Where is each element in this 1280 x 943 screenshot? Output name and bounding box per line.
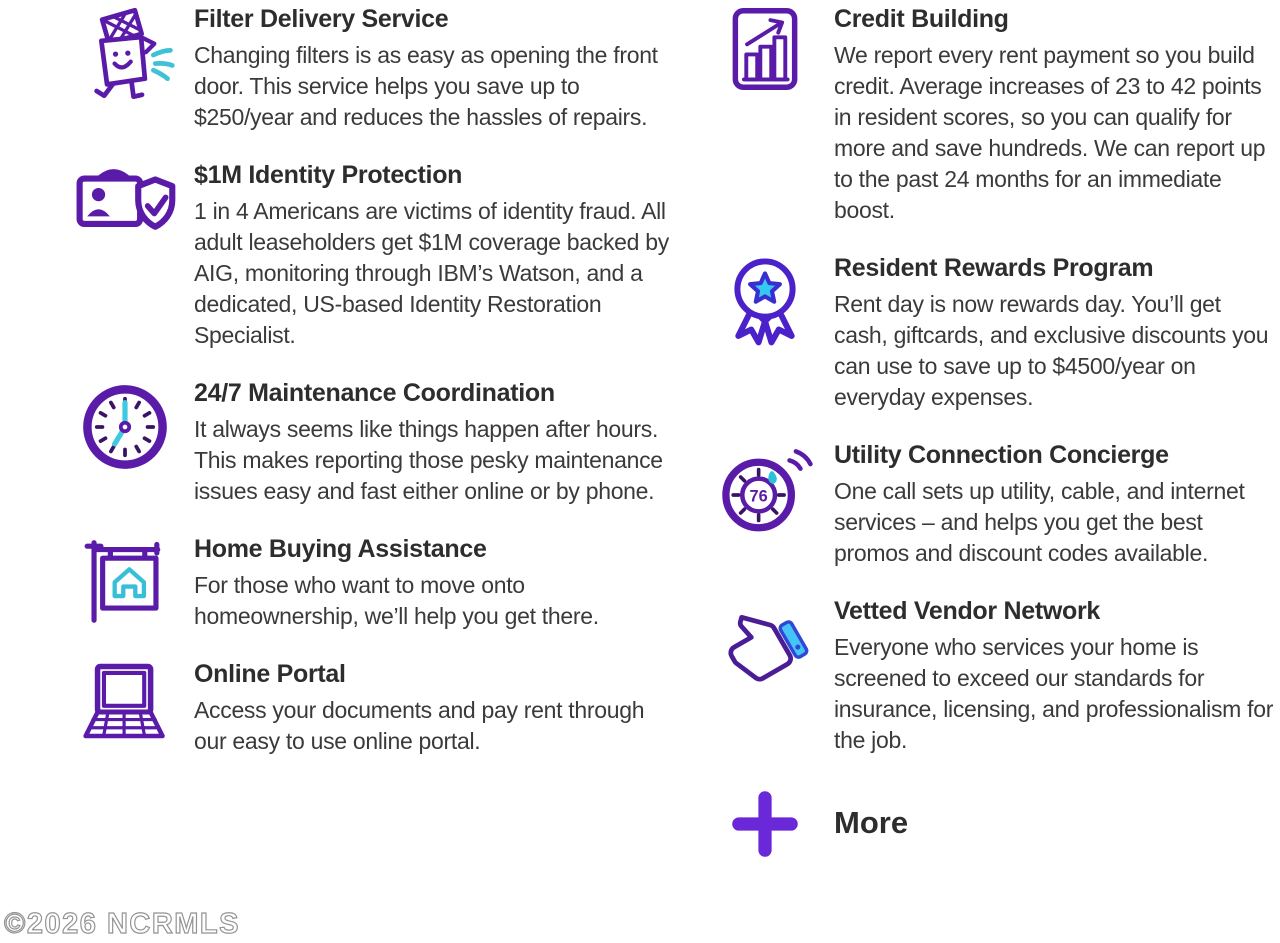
laptop-icon (56, 659, 194, 747)
benefit-description: Access your documents and pay rent through our easy to use online portal. (194, 697, 645, 754)
benefit-description: We report every rent payment so you build credit. Average increases of 23 to 42 points in resident scores, so you can qualify for more and save hundreds. We can report up to the past 24 months for an immediate boost. (834, 42, 1266, 223)
benefit-title: Utility Connection Concierge (834, 441, 1169, 469)
benefit-more (696, 783, 1280, 863)
credit-chart-icon (696, 4, 834, 92)
right-column (696, 4, 1280, 890)
benefit-online-portal (56, 659, 670, 757)
benefit-description: One call sets up utility, cable, and internet services – and helps you get the best promos and discount codes available. (834, 478, 1245, 566)
identity-protection-icon (56, 160, 194, 248)
benefit-utility-concierge (696, 440, 1280, 569)
benefit-title: Vetted Vendor Network (834, 597, 1100, 625)
benefit-title: Filter Delivery Service (194, 5, 449, 33)
meter-value: 76 (749, 487, 768, 506)
utility-meter-icon (696, 440, 834, 538)
plus-icon (696, 783, 834, 863)
home-buying-sign-icon (56, 534, 194, 632)
maintenance-clock-icon (56, 378, 194, 474)
benefit-resident-rewards (696, 253, 1280, 413)
benefit-credit-building (696, 4, 1280, 226)
benefit-title: $1M Identity Protection (194, 161, 463, 189)
benefit-title: Online Portal (194, 660, 346, 688)
thumbs-up-icon (696, 596, 834, 694)
benefit-title: 24/7 Maintenance Coordination (194, 379, 555, 407)
filter-delivery-icon (56, 4, 194, 106)
benefit-description: Rent day is now rewards day. You’ll get cash, giftcards, and exclusive discounts you can use to save up to $4500/year on everyday expenses. (834, 291, 1269, 410)
benefit-title: Home Buying Assistance (194, 535, 487, 563)
benefit-title: Resident Rewards Program (834, 254, 1154, 282)
benefit-description: Everyone who services your home is screened to exceed our standards for insurance, licensing, and professionalism for the job. (834, 634, 1274, 753)
benefit-home-buying (56, 534, 670, 632)
benefit-description: Changing filters is as easy as opening the front door. This service helps you save up to $250/year and reduces the hassles of repairs. (194, 42, 658, 130)
benefit-maintenance (56, 378, 670, 507)
more-label: More (834, 805, 909, 840)
benefit-description: For those who want to move onto homeownership, we’ll help you get there. (194, 572, 599, 629)
benefit-identity-protection (56, 160, 670, 351)
benefit-title: Credit Building (834, 5, 1009, 33)
award-ribbon-icon (696, 253, 834, 347)
left-column (56, 4, 670, 784)
benefit-filter-delivery (56, 4, 670, 133)
benefit-description: 1 in 4 Americans are victims of identity fraud. All adult leaseholders get $1M coverage backed by AIG, monitoring through IBM’s Watson, and a dedicated, US-based Identity Restoration Specialist. (194, 198, 669, 348)
benefit-vetted-vendors (696, 596, 1280, 756)
watermark: ©2026 NCRMLS (4, 908, 240, 940)
benefit-description: It always seems like things happen after hours. This makes reporting those pesky maintenance issues easy and fast either online or by phone. (194, 416, 663, 504)
